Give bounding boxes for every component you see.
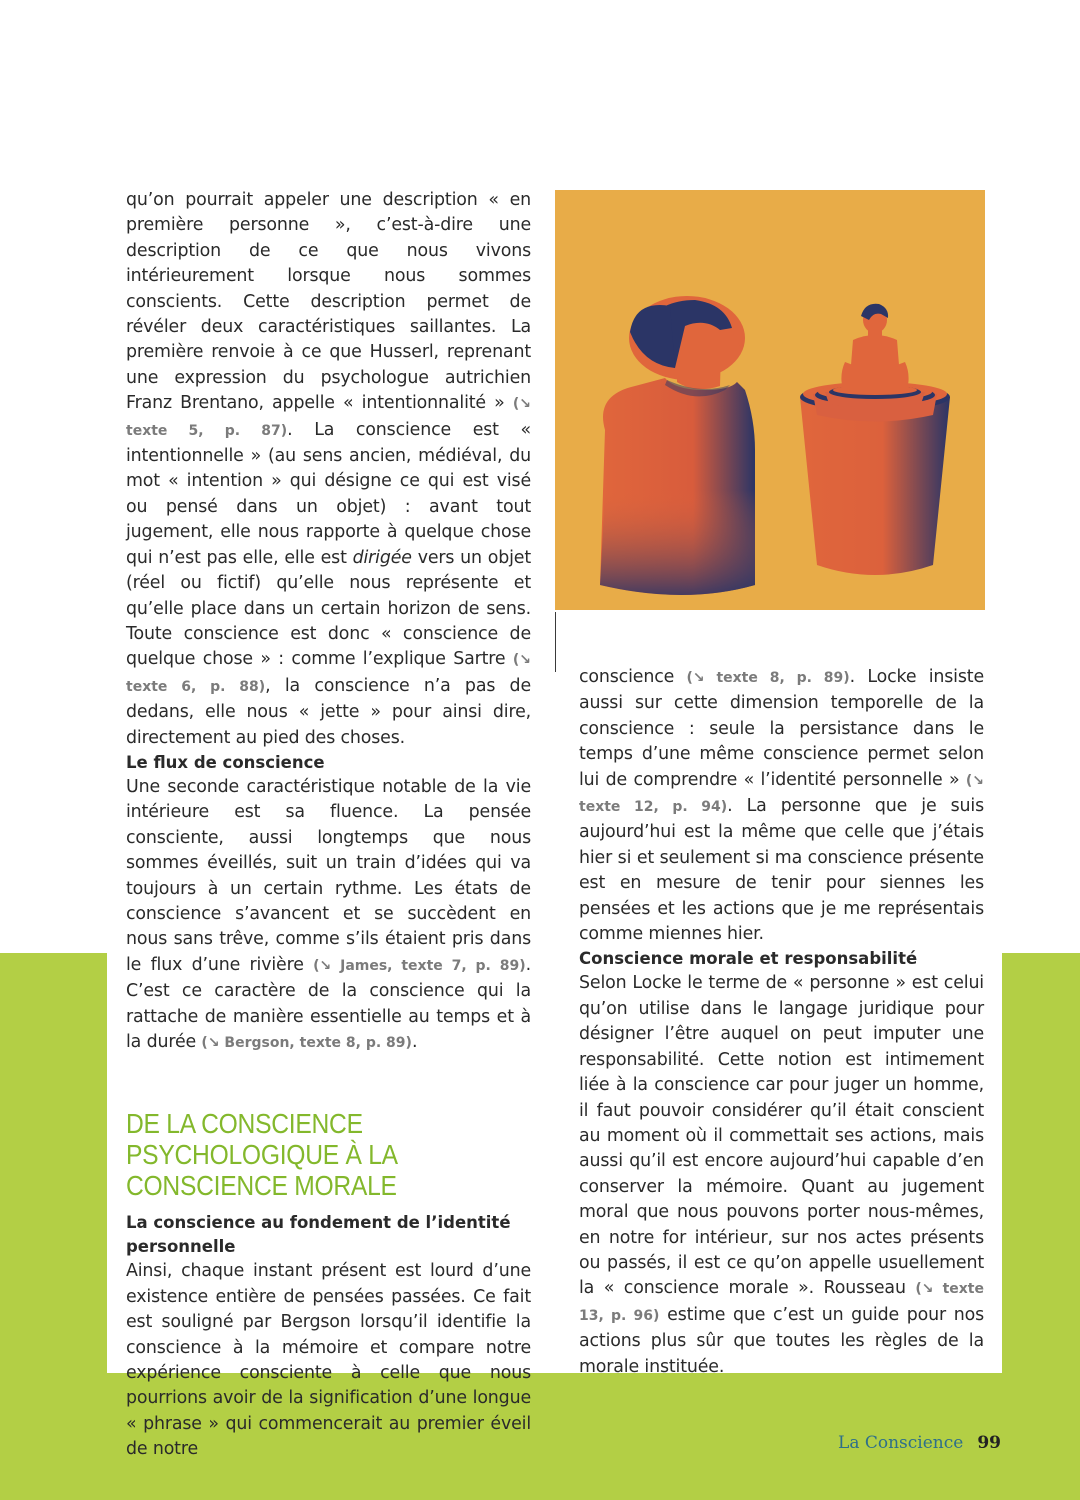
subheading-morale: Conscience morale et responsabilité — [579, 949, 918, 969]
cross-reference[interactable]: (↘ texte 8, p. 89) — [686, 670, 850, 686]
paragraph-morale: Selon Locke le terme de « personne » est celui qu’on utilise dans le langage juridique pour désigner l’être auquel on peut imputer une responsabilité. Cette notion est intimement liée à la conscience car pour juger un homme, il faut pouvoir considérer qu’il était conscient au moment où il commettait ses actions, mais aussi qu’il est encore aujourd’hui capable d’en conserver la mémoire. Quant au jugement moral que nous pouvons porter nous-mêmes, en notre for intérieur, sur nos actes présents ou passés, il est ce qu’on appelle usuellement la « conscience morale ». Rousseau (↘ texte 13, p. 96) estime que c’est un guide pour nos actions plus sûr que toutes les règles de la morale instituée. — [579, 973, 984, 1377]
paragraph-flux: Une seconde caractéristique notable de la vie intérieure est sa fluence. La pensée consciente, aussi longtemps que nous sommes éveillés, suit un train d’idées qui va toujours à un certain rythme. Les états de conscience s’avancent et se succèdent en nous sans trêve, comme s’ils étaient pris dans le flux d’une rivière (↘ James, texte 7, p. 89). C’est ce caractère de la conscience qui la rattache de manière essentielle au temps et à la durée (↘ Bergson, texte 8, p. 89). — [126, 776, 531, 1052]
cross-reference[interactable]: (↘ texte 12, p. 94) — [579, 772, 984, 816]
column-divider — [555, 612, 556, 672]
cross-reference[interactable]: (↘ texte 13, p. 96) — [579, 1281, 984, 1324]
cross-reference[interactable]: (↘ texte 5, p. 87) — [126, 396, 531, 439]
running-title: La Conscience — [838, 1433, 964, 1453]
paragraph-identite: Ainsi, chaque instant présent est lourd d’une existence entière de pensées passées. Ce fait est souligné par Bergson lorsqu’il identifie la conscience à la mémoire et compare notre expérience consciente à celle que nous pourrions avoir de la signification d’une longue « phrase » qui commencerait au premier éveil de notre — [126, 1261, 531, 1460]
cross-reference[interactable]: (↘ James, texte 7, p. 89) — [313, 957, 526, 974]
illustration-figures — [555, 190, 985, 610]
paragraph-locke: conscience (↘ texte 8, p. 89). Locke insiste aussi sur cette dimension temporelle de la conscience : seule la persistance dans le temps d’une même conscience permet selon lui de comprendre « l’identité personnelle » (↘ texte 12, p. 94). La personne que je suis aujourd’hui est la même que celle que j’étais hier si et seulement si ma conscience présente est en mesure de tenir pour siennes les pensées et les actions que je me représentais comme miennes hier. — [579, 667, 984, 945]
cross-reference[interactable]: (↘ texte 6, p. 88) — [126, 652, 531, 695]
cross-reference[interactable]: (↘ Bergson, texte 8, p. 89) — [201, 1035, 412, 1051]
right-text-column — [579, 665, 984, 1380]
page-footer — [838, 1433, 1001, 1453]
section-title: DE LA CONSCIENCE PSYCHOLOGIQUE À LA CONSCIENCE MORALE — [126, 1108, 397, 1202]
left-text-column — [126, 188, 531, 1463]
subheading-flux: Le flux de conscience — [126, 752, 325, 772]
page-number: 99 — [977, 1433, 1001, 1453]
paragraph-intentionnalite: qu’on pourrait appeler une description « en première personne », c’est-à-dire une description de ce que nous vivons intérieurement lorsque nous sommes conscients. Cette description permet de révéler deux caractéristiques saillantes. La première renvoie à ce que Husserl, reprenant une expression du psychologue autrichien Franz Brentano, appelle « intentionnalité » (↘ texte 5, p. 87). La conscience est « intentionnelle » (au sens ancien, médiéval, du mot « intention » qui désigne ce qui est visé ou pensé dans un objet) : avant tout jugement, elle nous rapporte à quelque chose qui n’est pas elle, elle est dirigée vers un objet (réel ou fictif) qu’elle nous représente et qu’elle place dans un certain horizon de sens. Toute conscience est donc « conscience de quelque chose » : comme l’explique Sartre (↘ texte 6, p. 88), la conscience n’a pas de dedans, elle nous « jette » pour ainsi dire, directement au pied des choses. — [126, 190, 532, 748]
subheading-identite: La conscience au fondement de l’identité personnelle — [126, 1213, 511, 1257]
